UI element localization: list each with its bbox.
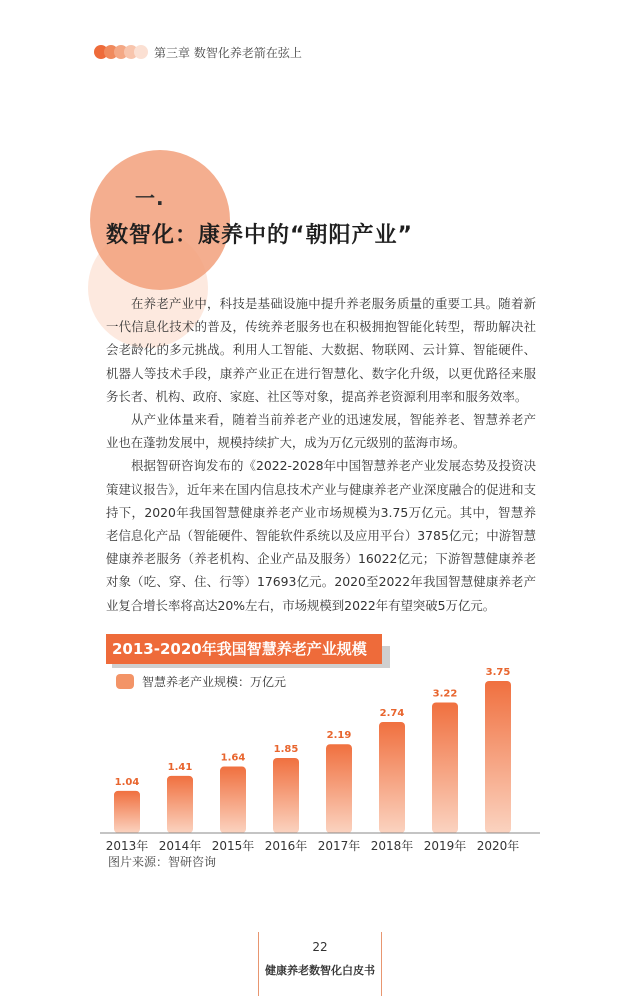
- header-dots-decoration: [94, 40, 154, 64]
- footer-divider-left: [258, 932, 259, 996]
- legend-label: 智慧养老产业规模：万亿元: [142, 675, 287, 689]
- bar: [326, 744, 352, 833]
- paragraph: 在养老产业中，科技是基础设施中提升养老服务质量的重要工具。随着新一代信息化技术的普及，传统养老服务也在积极拥抱智能化转型，帮助解决社会老龄化的多元挑战。利用人工智能、大数据、物联网、云计算、智能硬件、机器人等技术手段，康养产业正在进行智慧化、数字化升级，以更优路径来服务长者、机构、政府、家庭、社区等对象，提高养老资源利用率和服务效率。: [106, 296, 536, 404]
- x-tick-label: 2013年: [105, 839, 149, 853]
- bar-value-label: 2.19: [326, 730, 352, 742]
- x-tick-label: 2020年: [476, 839, 520, 853]
- paragraph: 根据智研咨询发布的《2022-2028年中国智慧养老产业发展态势及投资决策建议报告》，近年来在国内信息技术产业与健康养老产业深度融合的促进和支持下，2020年我国智慧健康养老产业市场规模为3.75万亿元。其中，智慧养老信息化产品（智能硬件、智能软件系统以及应用平台）3785亿元；中游智慧健康养老服务（养老机构、企业产品及服务）16022亿元；下游智慧健康养老对象（吃、穿、住、行等）17693亿元。2020至2022年我国智慧健康养老产业复合增长率将高达20%左右，市场规模到2022年有望突破5万亿元。: [106, 458, 536, 613]
- bar: [114, 791, 140, 833]
- section-number: 一.: [135, 186, 165, 210]
- chart-bars: [114, 667, 511, 833]
- dot-icon: [134, 45, 148, 59]
- bar: [273, 758, 299, 833]
- bar: [485, 681, 511, 833]
- x-tick-label: 2015年: [211, 839, 255, 853]
- x-tick-label: 2017年: [317, 839, 361, 853]
- bar-value-label: 1.04: [114, 776, 140, 788]
- bar-value-label: 1.41: [167, 761, 193, 773]
- bar-value-label: 1.64: [220, 752, 246, 764]
- bar-value-label: 2.74: [379, 707, 405, 719]
- bar-chart: [100, 660, 540, 860]
- x-tick-label: 2014年: [158, 839, 202, 853]
- x-tick-label: 2019年: [423, 839, 467, 853]
- bar: [220, 767, 246, 833]
- section-title: 数智化：康养中的“朝阳产业”: [106, 223, 413, 248]
- footer-title: 健康养老数智化白皮书: [265, 964, 375, 977]
- paragraph: 从产业体量来看，随着当前养老产业的迅速发展，智能养老、智慧养老产业也在蓬勃发展中，规模持续扩大，成为万亿元级别的蓝海市场。: [106, 412, 536, 451]
- chart-banner-title: 2013-2020年我国智慧养老产业规模: [112, 640, 367, 658]
- image-source: 图片来源：智研咨询: [108, 855, 217, 869]
- bar: [167, 776, 193, 833]
- footer-divider-right: [381, 932, 382, 996]
- bar-value-label: 3.22: [432, 688, 458, 700]
- page-number: 22: [312, 940, 328, 954]
- bar: [432, 702, 458, 833]
- chart-x-ticks: [106, 838, 520, 853]
- bar-value-label: 3.75: [485, 667, 511, 678]
- bar: [379, 722, 405, 833]
- x-tick-label: 2016年: [264, 839, 308, 853]
- chapter-header: [94, 40, 302, 64]
- body-text: [106, 292, 536, 617]
- x-tick-label: 2018年: [370, 839, 414, 853]
- bar-value-label: 1.85: [273, 744, 299, 756]
- chapter-title: 第三章 数智化养老箭在弦上: [154, 45, 302, 60]
